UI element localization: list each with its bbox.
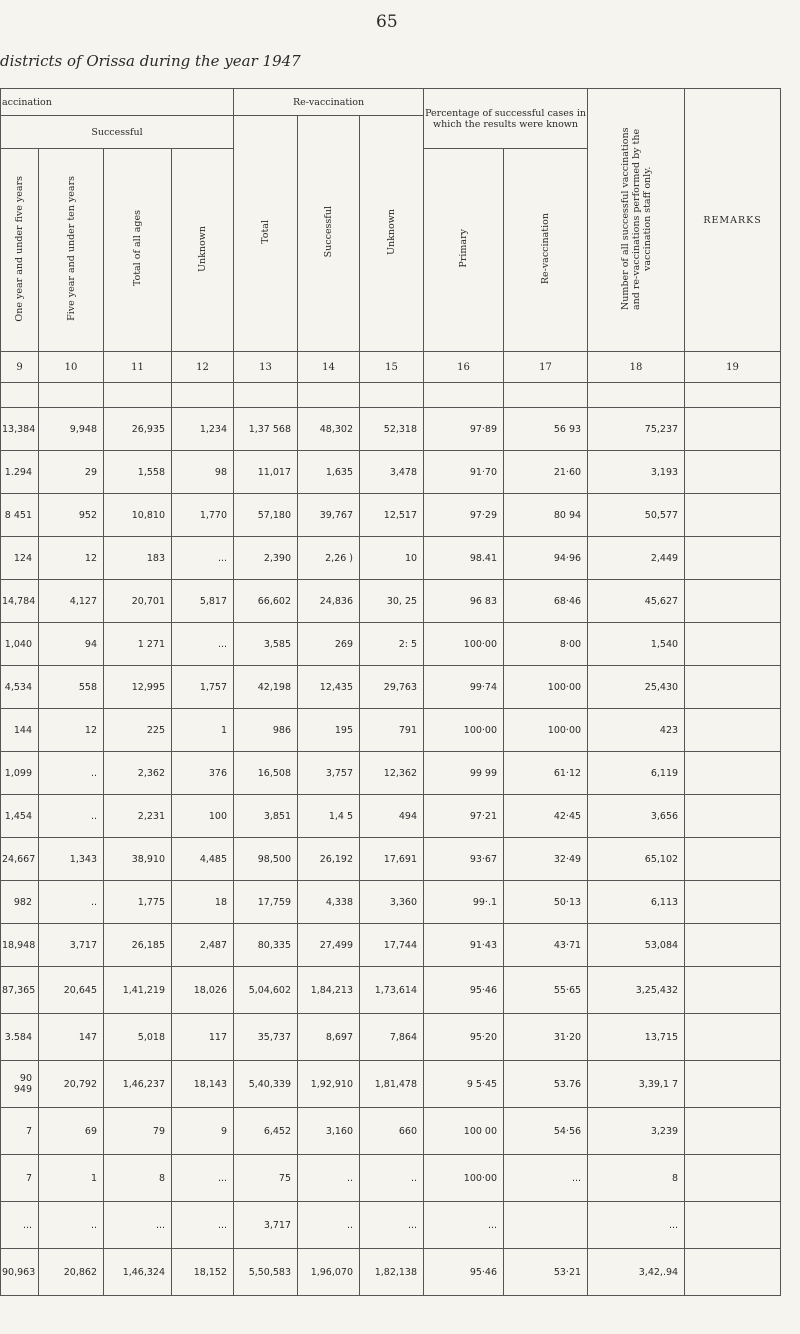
table-cell: 12,517 <box>360 494 424 537</box>
table-cell: 39,767 <box>298 494 360 537</box>
table-cell: 42,198 <box>234 666 298 709</box>
table-cell: .. <box>39 881 104 924</box>
col9-header: One year and under five years <box>1 149 39 352</box>
remarks-cell <box>685 838 781 881</box>
remarks-cell <box>685 408 781 451</box>
table-cell: 8 451 <box>1 494 39 537</box>
table-cell: 1.294 <box>1 451 39 494</box>
total-row <box>1 1061 781 1108</box>
table-cell: 9,948 <box>39 408 104 451</box>
table-cell: 144 <box>1 709 39 752</box>
remarks-cell <box>685 1014 781 1061</box>
table-cell: 147 <box>39 1014 104 1061</box>
table-cell: ... <box>588 1202 685 1249</box>
table-cell: 5,40,339 <box>234 1061 298 1108</box>
table-cell: 29 <box>39 451 104 494</box>
table-cell: 494 <box>360 795 424 838</box>
table-cell: 19 <box>685 352 781 383</box>
table-cell: 3.584 <box>1 1014 39 1061</box>
table-cell: 20,862 <box>39 1249 104 1296</box>
table-cell: 90 949 <box>1 1061 39 1108</box>
table-cell: 68·46 <box>504 580 588 623</box>
table-cell: 61·12 <box>504 752 588 795</box>
table-cell: 50,577 <box>588 494 685 537</box>
table-cell: 2,362 <box>104 752 172 795</box>
percentage-header: Percentage of successful cases in which the results were known <box>424 89 588 149</box>
table-cell: 558 <box>39 666 104 709</box>
table-cell: 423 <box>588 709 685 752</box>
table-cell: 100·00 <box>424 709 504 752</box>
table-cell: .. <box>360 1155 424 1202</box>
table-cell: 3,42,.94 <box>588 1249 685 1296</box>
table-cell: 12 <box>172 352 234 383</box>
col16-header: Primary <box>424 149 504 352</box>
table-cell: 75,237 <box>588 408 685 451</box>
table-cell <box>1 383 39 408</box>
table-cell: 195 <box>298 709 360 752</box>
table-cell: 1,4 5 <box>298 795 360 838</box>
table-cell: 16,508 <box>234 752 298 795</box>
table-cell: ... <box>104 1202 172 1249</box>
table-cell: 94 <box>39 623 104 666</box>
table-cell: 66,602 <box>234 580 298 623</box>
col17-header: Re-vaccination <box>504 149 588 352</box>
table-cell: ... <box>1 1202 39 1249</box>
table-cell: 17 <box>504 352 588 383</box>
remarks-cell <box>685 1249 781 1296</box>
table-cell: 1,96,070 <box>298 1249 360 1296</box>
total-row <box>1 1014 781 1061</box>
table-cell: 2,26 ) <box>298 537 360 580</box>
table-cell <box>504 1202 588 1249</box>
table-cell: .. <box>39 795 104 838</box>
remarks-cell <box>685 1202 781 1249</box>
table-cell: 1,37 568 <box>234 408 298 451</box>
remarks-cell <box>685 666 781 709</box>
table-cell: 1 <box>172 709 234 752</box>
table-cell: 99·.1 <box>424 881 504 924</box>
table-cell: 12 <box>39 537 104 580</box>
table-cell: 13,384 <box>1 408 39 451</box>
table-cell: 20,701 <box>104 580 172 623</box>
page-number: 65 <box>376 12 398 32</box>
remarks-cell <box>685 924 781 967</box>
table-cell: 8·00 <box>504 623 588 666</box>
table-cell: 2: 5 <box>360 623 424 666</box>
table-cell: 18,948 <box>1 924 39 967</box>
table-cell: 27,499 <box>298 924 360 967</box>
remarks-cell <box>685 451 781 494</box>
table-cell: 54·56 <box>504 1108 588 1155</box>
vaccination-table <box>0 88 781 1296</box>
table-cell: 269 <box>298 623 360 666</box>
table-cell: 13,715 <box>588 1014 685 1061</box>
table-cell: 45,627 <box>588 580 685 623</box>
revaccination-header: Re-vaccination <box>234 89 424 116</box>
remarks-cell <box>685 881 781 924</box>
table-cell: 1,099 <box>1 752 39 795</box>
remarks-cell <box>685 1061 781 1108</box>
table-cell: 24,667 <box>1 838 39 881</box>
table-cell: ... <box>172 1202 234 1249</box>
remarks-cell <box>685 580 781 623</box>
table-cell: 7 <box>1 1108 39 1155</box>
table-row <box>1 795 781 838</box>
table-cell: 100·00 <box>424 623 504 666</box>
table-cell: 18 <box>588 352 685 383</box>
table-cell: 376 <box>172 752 234 795</box>
table-cell: 98 <box>172 451 234 494</box>
table-cell: 10 <box>360 537 424 580</box>
col15-header: Unknown <box>360 116 424 352</box>
table-cell: 1,234 <box>172 408 234 451</box>
table-cell: 26,935 <box>104 408 172 451</box>
table-cell <box>424 383 504 408</box>
table-cell: 91·43 <box>424 924 504 967</box>
table-cell: 3,478 <box>360 451 424 494</box>
remarks-cell <box>685 537 781 580</box>
remarks-cell <box>685 1108 781 1155</box>
table-cell: 50·13 <box>504 881 588 924</box>
remarks-cell <box>685 494 781 537</box>
table-cell: ... <box>424 1202 504 1249</box>
table-cell: 9 5·45 <box>424 1061 504 1108</box>
table-cell: 5,04,602 <box>234 967 298 1014</box>
table-cell: 1,81,478 <box>360 1061 424 1108</box>
table-row <box>1 881 781 924</box>
table-cell: 1,040 <box>1 623 39 666</box>
table-body <box>1 352 781 1296</box>
table-row <box>1 451 781 494</box>
table-cell: 16 <box>424 352 504 383</box>
table-cell <box>504 383 588 408</box>
table-row <box>1 666 781 709</box>
table-cell: 124 <box>1 537 39 580</box>
table-cell: 80,335 <box>234 924 298 967</box>
table-cell: 6,119 <box>588 752 685 795</box>
table-cell: 95·46 <box>424 967 504 1014</box>
col12-header: Unknown <box>172 149 234 352</box>
table-row <box>1 623 781 666</box>
table-cell: .. <box>298 1202 360 1249</box>
table-cell: 982 <box>1 881 39 924</box>
table-cell: 53,084 <box>588 924 685 967</box>
table-cell: 53·21 <box>504 1249 588 1296</box>
table-cell: 4,485 <box>172 838 234 881</box>
table-cell: 87,365 <box>1 967 39 1014</box>
table-cell: 3,160 <box>298 1108 360 1155</box>
col11-header: Total of all ages <box>104 149 172 352</box>
table-cell: 14 <box>298 352 360 383</box>
total-row <box>1 967 781 1014</box>
table-cell: 100 00 <box>424 1108 504 1155</box>
table-cell <box>172 383 234 408</box>
table-row <box>1 924 781 967</box>
number-note-header: Number of all successful vaccinations and re-vaccinations performed by the vaccination staff only. <box>588 89 685 352</box>
table-cell: 43·71 <box>504 924 588 967</box>
table-row <box>1 494 781 537</box>
table-cell: 48,302 <box>298 408 360 451</box>
vaccination-header: accination <box>1 89 234 116</box>
remarks-cell <box>685 1155 781 1202</box>
table-cell: 97·21 <box>424 795 504 838</box>
table-cell: 3,757 <box>298 752 360 795</box>
table-cell: 31·20 <box>504 1014 588 1061</box>
table-cell: 9 <box>1 352 39 383</box>
page-caption: districts of Orissa during the year 1947 <box>0 52 301 70</box>
table-cell: 4,534 <box>1 666 39 709</box>
table-cell: 11 <box>104 352 172 383</box>
spacer-row <box>1 383 781 408</box>
table-cell: 791 <box>360 709 424 752</box>
table-cell: 18,152 <box>172 1249 234 1296</box>
table-cell: 29,763 <box>360 666 424 709</box>
table-cell: .. <box>39 752 104 795</box>
table-cell: 117 <box>172 1014 234 1061</box>
table-cell: 25,430 <box>588 666 685 709</box>
table-cell: 952 <box>39 494 104 537</box>
table-cell: 7,864 <box>360 1014 424 1061</box>
table-cell <box>360 383 424 408</box>
table-cell: 1,41,219 <box>104 967 172 1014</box>
table-row <box>1 408 781 451</box>
table-cell: 38,910 <box>104 838 172 881</box>
table-cell: 10,810 <box>104 494 172 537</box>
table-cell: 2,231 <box>104 795 172 838</box>
remarks-cell <box>685 795 781 838</box>
table-cell: 183 <box>104 537 172 580</box>
table-cell: 3,851 <box>234 795 298 838</box>
table-cell: 3,193 <box>588 451 685 494</box>
table-cell: 1,770 <box>172 494 234 537</box>
table-cell <box>234 383 298 408</box>
table-cell: 100·00 <box>504 709 588 752</box>
table-cell: 6,452 <box>234 1108 298 1155</box>
table-cell: 80 94 <box>504 494 588 537</box>
col13-header: Total <box>234 116 298 352</box>
table-cell: 1,343 <box>39 838 104 881</box>
table-cell <box>685 383 781 408</box>
table-row <box>1 838 781 881</box>
table-cell: 97·89 <box>424 408 504 451</box>
table-cell: 26,185 <box>104 924 172 967</box>
table-cell: 1,92,910 <box>298 1061 360 1108</box>
table-cell: 3,25,432 <box>588 967 685 1014</box>
remarks-cell <box>685 623 781 666</box>
table-cell: 225 <box>104 709 172 752</box>
table-cell: ... <box>504 1155 588 1202</box>
table-cell: 32·49 <box>504 838 588 881</box>
table-cell: 1 271 <box>104 623 172 666</box>
table-cell: 8 <box>104 1155 172 1202</box>
table-cell: 10 <box>39 352 104 383</box>
table-cell: 79 <box>104 1108 172 1155</box>
extra-row <box>1 1249 781 1296</box>
extra-row <box>1 1108 781 1155</box>
table-cell: 75 <box>234 1155 298 1202</box>
extra-row <box>1 1202 781 1249</box>
table-cell <box>39 383 104 408</box>
table-cell: 98.41 <box>424 537 504 580</box>
table-cell: 3,39,1 7 <box>588 1061 685 1108</box>
table-cell: 18,026 <box>172 967 234 1014</box>
table-cell: 7 <box>1 1155 39 1202</box>
table-cell: ... <box>172 623 234 666</box>
table-cell: 24,836 <box>298 580 360 623</box>
remarks-header: REMARKS <box>685 89 781 352</box>
table-cell: 3,585 <box>234 623 298 666</box>
table-cell: 17,759 <box>234 881 298 924</box>
table-cell: 12 <box>39 709 104 752</box>
table-cell: 12,435 <box>298 666 360 709</box>
remarks-cell <box>685 709 781 752</box>
table-cell: 3,717 <box>39 924 104 967</box>
table-cell: 91·70 <box>424 451 504 494</box>
table-cell: .. <box>39 1202 104 1249</box>
table-cell: 15 <box>360 352 424 383</box>
table-cell: 35,737 <box>234 1014 298 1061</box>
table-cell: 9 <box>172 1108 234 1155</box>
table-cell: 100·00 <box>504 666 588 709</box>
table-cell: 95·46 <box>424 1249 504 1296</box>
table-cell: 1,73,614 <box>360 967 424 1014</box>
table-cell: 42·45 <box>504 795 588 838</box>
remarks-cell <box>685 967 781 1014</box>
table-cell: 98,500 <box>234 838 298 881</box>
table-cell: 53.76 <box>504 1061 588 1108</box>
table-cell: 8 <box>588 1155 685 1202</box>
table-cell: 3,717 <box>234 1202 298 1249</box>
table-cell: 57,180 <box>234 494 298 537</box>
table-cell: 55·65 <box>504 967 588 1014</box>
table-cell: 20,792 <box>39 1061 104 1108</box>
table-cell: ... <box>172 1155 234 1202</box>
table-cell: 21·60 <box>504 451 588 494</box>
table-cell: 20,645 <box>39 967 104 1014</box>
table-cell: 1,540 <box>588 623 685 666</box>
table-cell: ... <box>172 537 234 580</box>
table-cell: 96 83 <box>424 580 504 623</box>
table-cell: 1,46,324 <box>104 1249 172 1296</box>
table-cell: .. <box>298 1155 360 1202</box>
table-cell: 2,390 <box>234 537 298 580</box>
table-cell: 26,192 <box>298 838 360 881</box>
table-cell: 97·29 <box>424 494 504 537</box>
table-cell: 2,487 <box>172 924 234 967</box>
table-cell: 99·74 <box>424 666 504 709</box>
table-cell <box>298 383 360 408</box>
remarks-cell <box>685 752 781 795</box>
successful-header: Successful <box>1 116 234 149</box>
extra-row <box>1 1155 781 1202</box>
column-number-row <box>1 352 781 383</box>
table-cell: ... <box>360 1202 424 1249</box>
table-cell: 5,50,583 <box>234 1249 298 1296</box>
table-cell: 90,963 <box>1 1249 39 1296</box>
table-cell: 1,757 <box>172 666 234 709</box>
table-cell: 13 <box>234 352 298 383</box>
table-cell: 17,691 <box>360 838 424 881</box>
table-cell: 69 <box>39 1108 104 1155</box>
table-cell: 11,017 <box>234 451 298 494</box>
table-cell: 986 <box>234 709 298 752</box>
table-cell: 5,817 <box>172 580 234 623</box>
table-cell: 18 <box>172 881 234 924</box>
table-cell: 93·67 <box>424 838 504 881</box>
table-cell: 1,82,138 <box>360 1249 424 1296</box>
table-cell <box>104 383 172 408</box>
table-cell: 12,995 <box>104 666 172 709</box>
table-cell: 1 <box>39 1155 104 1202</box>
table-cell: 3,360 <box>360 881 424 924</box>
table-cell: 100·00 <box>424 1155 504 1202</box>
table-cell: 4,127 <box>39 580 104 623</box>
table-cell: 18,143 <box>172 1061 234 1108</box>
table-cell: 3,239 <box>588 1108 685 1155</box>
table-cell: 99 99 <box>424 752 504 795</box>
table-row <box>1 537 781 580</box>
table-cell: 100 <box>172 795 234 838</box>
table-cell: 12,362 <box>360 752 424 795</box>
table-cell: 14,784 <box>1 580 39 623</box>
table-cell: 1,84,213 <box>298 967 360 1014</box>
table-cell: 30, 25 <box>360 580 424 623</box>
table-cell: 1,454 <box>1 795 39 838</box>
table-cell: 56 93 <box>504 408 588 451</box>
table-cell: 94·96 <box>504 537 588 580</box>
table-row <box>1 709 781 752</box>
table-cell: 2,449 <box>588 537 685 580</box>
table-cell: 95·20 <box>424 1014 504 1061</box>
table-cell: 4,338 <box>298 881 360 924</box>
table-cell: 1,46,237 <box>104 1061 172 1108</box>
table-cell: 1,558 <box>104 451 172 494</box>
table-row <box>1 752 781 795</box>
table-cell: 52,318 <box>360 408 424 451</box>
col10-header: Five year and under ten years <box>39 149 104 352</box>
table-cell: 6,113 <box>588 881 685 924</box>
table-cell: 5,018 <box>104 1014 172 1061</box>
table-cell: 660 <box>360 1108 424 1155</box>
table-cell: 17,744 <box>360 924 424 967</box>
table-cell: 3,656 <box>588 795 685 838</box>
table-cell: 8,697 <box>298 1014 360 1061</box>
table-cell <box>588 383 685 408</box>
table-cell: 1,635 <box>298 451 360 494</box>
table-row <box>1 580 781 623</box>
col14-header: Successful <box>298 116 360 352</box>
table-cell: 65,102 <box>588 838 685 881</box>
table-cell: 1,775 <box>104 881 172 924</box>
